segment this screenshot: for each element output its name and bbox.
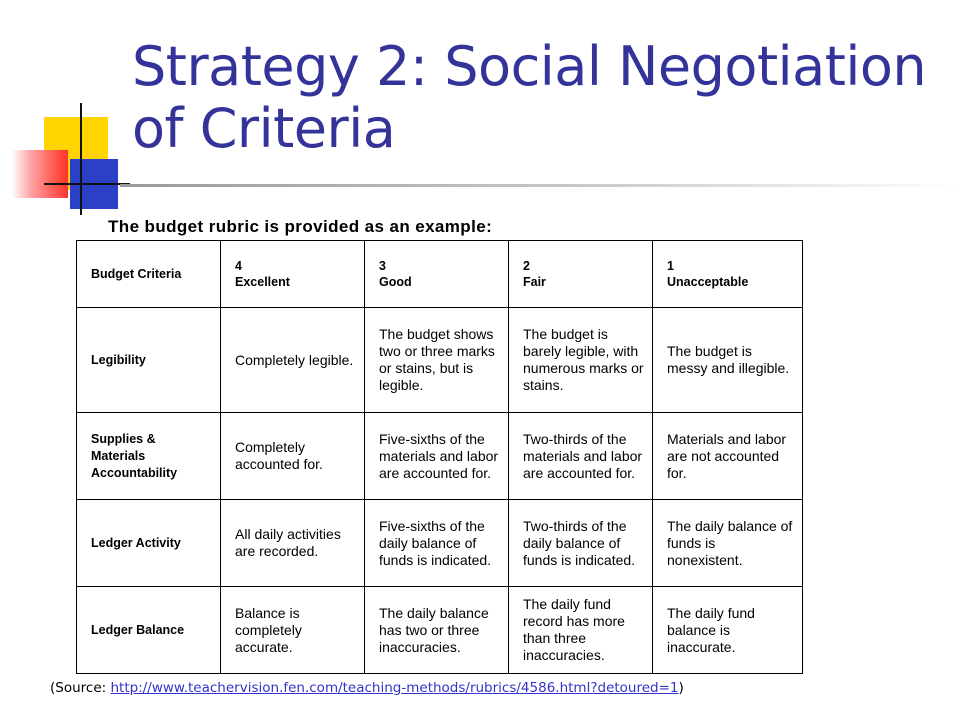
level-label: Unacceptable: [667, 275, 749, 289]
header-criteria-cell: Budget Criteria: [77, 241, 221, 308]
source-citation: [50, 680, 684, 696]
rubric-cell: Balance is completely accurate.: [221, 587, 365, 674]
rubric-row-ledger-balance: [77, 587, 803, 674]
level-score: 3: [379, 259, 386, 273]
header-level-cell: [509, 241, 653, 308]
source-suffix: ): [678, 680, 684, 696]
rubric-cell: Five-sixths of the daily balance of funds is indicated.: [365, 500, 509, 587]
rubric-header-row: [77, 241, 803, 308]
rubric-row-legibility: [77, 308, 803, 413]
criterion-cell: Legibility: [77, 308, 221, 413]
criterion-cell: Ledger Balance: [77, 587, 221, 674]
criterion-cell: Ledger Activity: [77, 500, 221, 587]
rubric-cell: The budget is barely legible, with numerous marks or stains.: [509, 308, 653, 413]
rubric-cell: Completely legible.: [221, 308, 365, 413]
rubric-cell: The budget is messy and illegible.: [653, 308, 803, 413]
rubric-cell: The daily fund record has more than three inaccuracies.: [509, 587, 653, 674]
rubric-cell: The daily balance has two or three inaccuracies.: [365, 587, 509, 674]
level-score: 1: [667, 259, 674, 273]
header-level-cell: [221, 241, 365, 308]
rubric-cell: Completely accounted for.: [221, 413, 365, 500]
rubric-cell: All daily activities are recorded.: [221, 500, 365, 587]
level-label: Good: [379, 275, 412, 289]
rubric-row-supplies: [77, 413, 803, 500]
decorative-red-gradient: [12, 150, 68, 198]
level-label: Excellent: [235, 275, 290, 289]
rubric-cell: The daily fund balance is inaccurate.: [653, 587, 803, 674]
level-label: Fair: [523, 275, 546, 289]
decorative-horizontal-line: [44, 183, 130, 185]
header-level-cell: [365, 241, 509, 308]
rubric-cell: Five-sixths of the materials and labor are accounted for.: [365, 413, 509, 500]
title-underline-rule: [120, 184, 960, 187]
level-score: 2: [523, 259, 530, 273]
rubric-cell: The daily balance of funds is nonexistent.: [653, 500, 803, 587]
criterion-cell: Supplies & Materials Accountability: [77, 413, 221, 500]
rubric-row-ledger-activity: [77, 500, 803, 587]
rubric-cell: Materials and labor are not accounted for.: [653, 413, 803, 500]
intro-text: The budget rubric is provided as an example:: [108, 217, 493, 236]
rubric-cell: The budget shows two or three marks or stains, but is legible.: [365, 308, 509, 413]
budget-rubric-table: [76, 240, 803, 674]
slide-title: Strategy 2: Social Negotiation of Criteria: [132, 35, 927, 160]
header-level-cell: [653, 241, 803, 308]
source-prefix: (Source:: [50, 680, 111, 696]
level-score: 4: [235, 259, 242, 273]
rubric-cell: Two-thirds of the daily balance of funds is indicated.: [509, 500, 653, 587]
source-link[interactable]: http://www.teachervision.fen.com/teaching-methods/rubrics/4586.html?detoured=1: [110, 680, 679, 696]
rubric-cell: Two-thirds of the materials and labor are accounted for.: [509, 413, 653, 500]
decorative-vertical-line: [80, 103, 82, 215]
